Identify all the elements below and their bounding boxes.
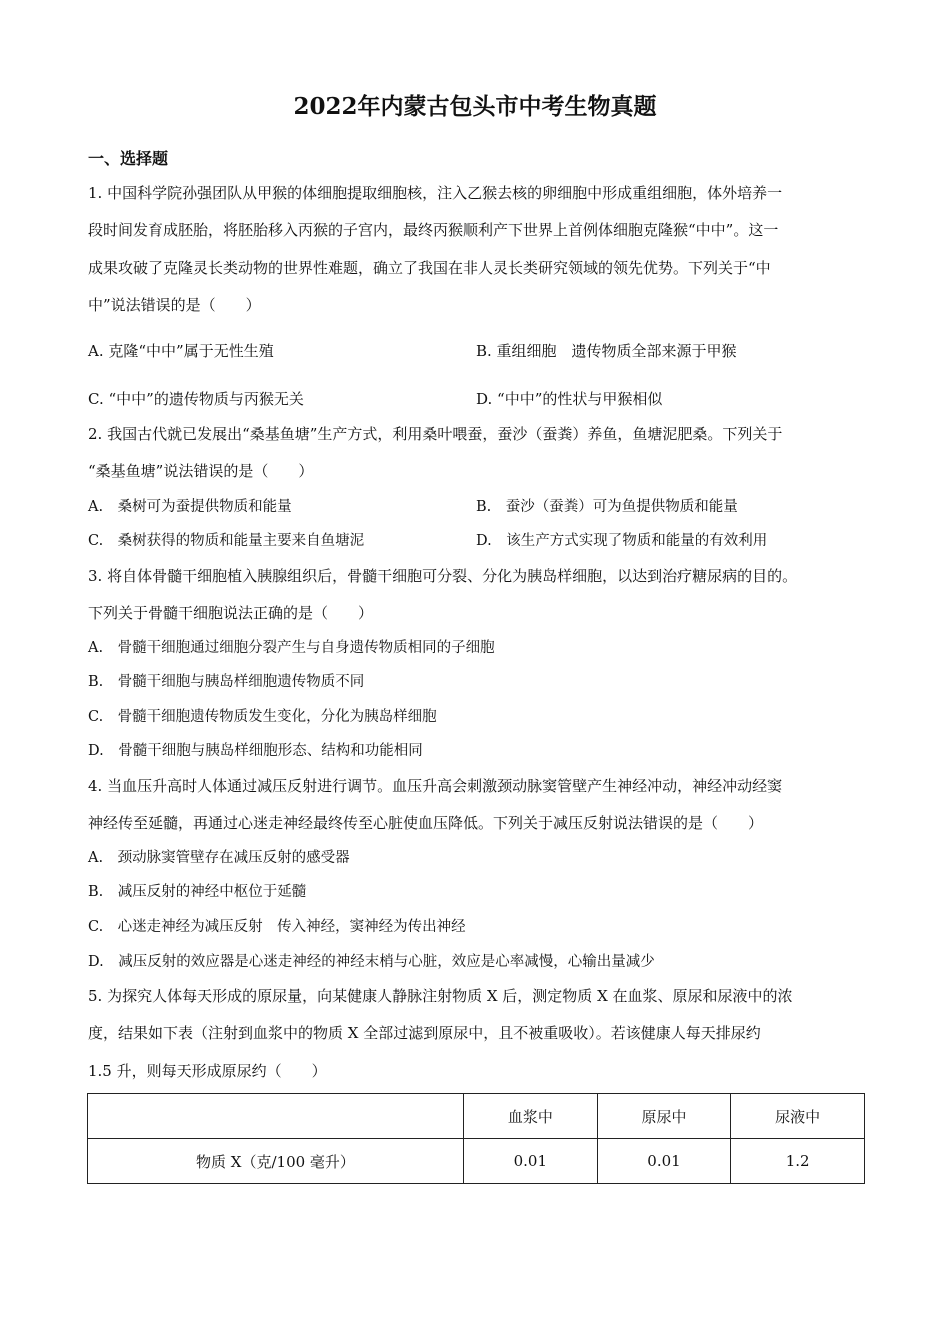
section-heading: 一、选择题 <box>88 149 169 168</box>
q4-option-a[interactable]: A. 颈动脉窦管壁存在减压反射的感受器 <box>88 850 350 866</box>
q4-line-1: 4. 当血压升高时人体通过减压反射进行调节。血压升高会刺激颈动脉窦管壁产生神经冲动，神经冲动经窦 <box>88 777 783 795</box>
q1-line-2: 段时间发育成胚胎，将胚胎移入丙猴的子宫内，最终丙猴顺利产下世界上首例体细胞克隆猴“中中”。这一 <box>88 221 779 239</box>
q4-line-2: 神经传至延髓，再通过心迷走神经最终传至心脏使血压降低。下列关于减压反射说法错误的是（ ） <box>88 814 764 832</box>
q1-option-b[interactable]: B. 重组细胞 遗传物质全部来源于甲猴 <box>476 342 737 360</box>
q5-line-2: 度，结果如下表（注射到血浆中的物质 X 全部过滤到原尿中，且不被重吸收）。若该健康人每天排尿约 <box>88 1024 761 1042</box>
q5-line-1: 5. 为探究人体每天形成的原尿量，向某健康人静脉注射物质 X 后，测定物质 X 在血浆、原尿和尿液中的浓 <box>88 987 793 1005</box>
q4-option-c[interactable]: C. 心迷走神经为减压反射 传入神经，窦神经为传出神经 <box>88 919 466 935</box>
q3-option-a[interactable]: A. 骨髓干细胞通过细胞分裂产生与自身遗传物质相同的子细胞 <box>88 640 495 656</box>
q1-line-4: 中”说法错误的是（ ） <box>88 296 261 314</box>
q4-option-d[interactable]: D. 减压反射的效应器是心迷走神经的神经末梢与心脏，效应是心率减慢，心输出量减少 <box>88 954 655 970</box>
table-cell: 0.01 <box>463 1139 597 1184</box>
table-header-row <box>88 1094 865 1139</box>
q5-data-table <box>87 1093 865 1184</box>
table-header-cell: 原尿中 <box>597 1094 731 1139</box>
q1-option-a[interactable]: A. 克隆“中中”属于无性生殖 <box>88 342 274 360</box>
q2-line-1: 2. 我国古代就已发展出“桑基鱼塘”生产方式，利用桑叶喂蚕，蚕沙（蚕粪）养鱼，鱼塘泥肥桑。下列关于 <box>88 425 783 443</box>
table-cell: 1.2 <box>731 1139 865 1184</box>
table-header-cell: 血浆中 <box>463 1094 597 1139</box>
q3-line-1: 3. 将自体骨髓干细胞植入胰腺组织后，骨髓干细胞可分裂、分化为胰岛样细胞，以达到治疗糖尿病的目的。 <box>88 567 798 585</box>
q1-line-3: 成果攻破了克隆灵长类动物的世界性难题，确立了我国在非人灵长类研究领域的领先优势。下列关于“中 <box>88 259 771 277</box>
q1-line-1: 1. 中国科学院孙强团队从甲猴的体细胞提取细胞核，注入乙猴去核的卵细胞中形成重组细胞，体外培养一 <box>88 184 783 202</box>
table-header-cell: 尿液中 <box>731 1094 865 1139</box>
q2-option-b[interactable]: B. 蚕沙（蚕粪）可为鱼提供物质和能量 <box>476 499 738 515</box>
table-row <box>88 1139 865 1184</box>
table-header-cell <box>88 1094 464 1139</box>
q1-option-d[interactable]: D. “中中”的性状与甲猴相似 <box>476 390 663 408</box>
q2-option-d[interactable]: D. 该生产方式实现了物质和能量的有效利用 <box>476 533 768 549</box>
table-cell: 0.01 <box>597 1139 731 1184</box>
table-cell: 物质 X（克/100 毫升） <box>88 1139 464 1184</box>
q2-option-c[interactable]: C. 桑树获得的物质和能量主要来自鱼塘泥 <box>88 533 365 549</box>
q4-option-b[interactable]: B. 减压反射的神经中枢位于延髓 <box>88 884 307 900</box>
q3-option-b[interactable]: B. 骨髓干细胞与胰岛样细胞遗传物质不同 <box>88 674 365 690</box>
q2-line-2: “桑基鱼塘”说法错误的是（ ） <box>88 462 314 480</box>
q3-option-d[interactable]: D. 骨髓干细胞与胰岛样细胞形态、结构和功能相同 <box>88 743 423 759</box>
q1-option-c[interactable]: C. “中中”的遗传物质与丙猴无关 <box>88 390 304 408</box>
q2-option-a[interactable]: A. 桑树可为蚕提供物质和能量 <box>88 499 292 515</box>
page-title: 2022年内蒙古包头市中考生物真题 <box>293 93 657 120</box>
q3-option-c[interactable]: C. 骨髓干细胞遗传物质发生变化，分化为胰岛样细胞 <box>88 709 437 725</box>
q5-line-3: 1.5 升，则每天形成原尿约（ ） <box>88 1062 327 1080</box>
q3-line-2: 下列关于骨髓干细胞说法正确的是（ ） <box>88 604 374 622</box>
